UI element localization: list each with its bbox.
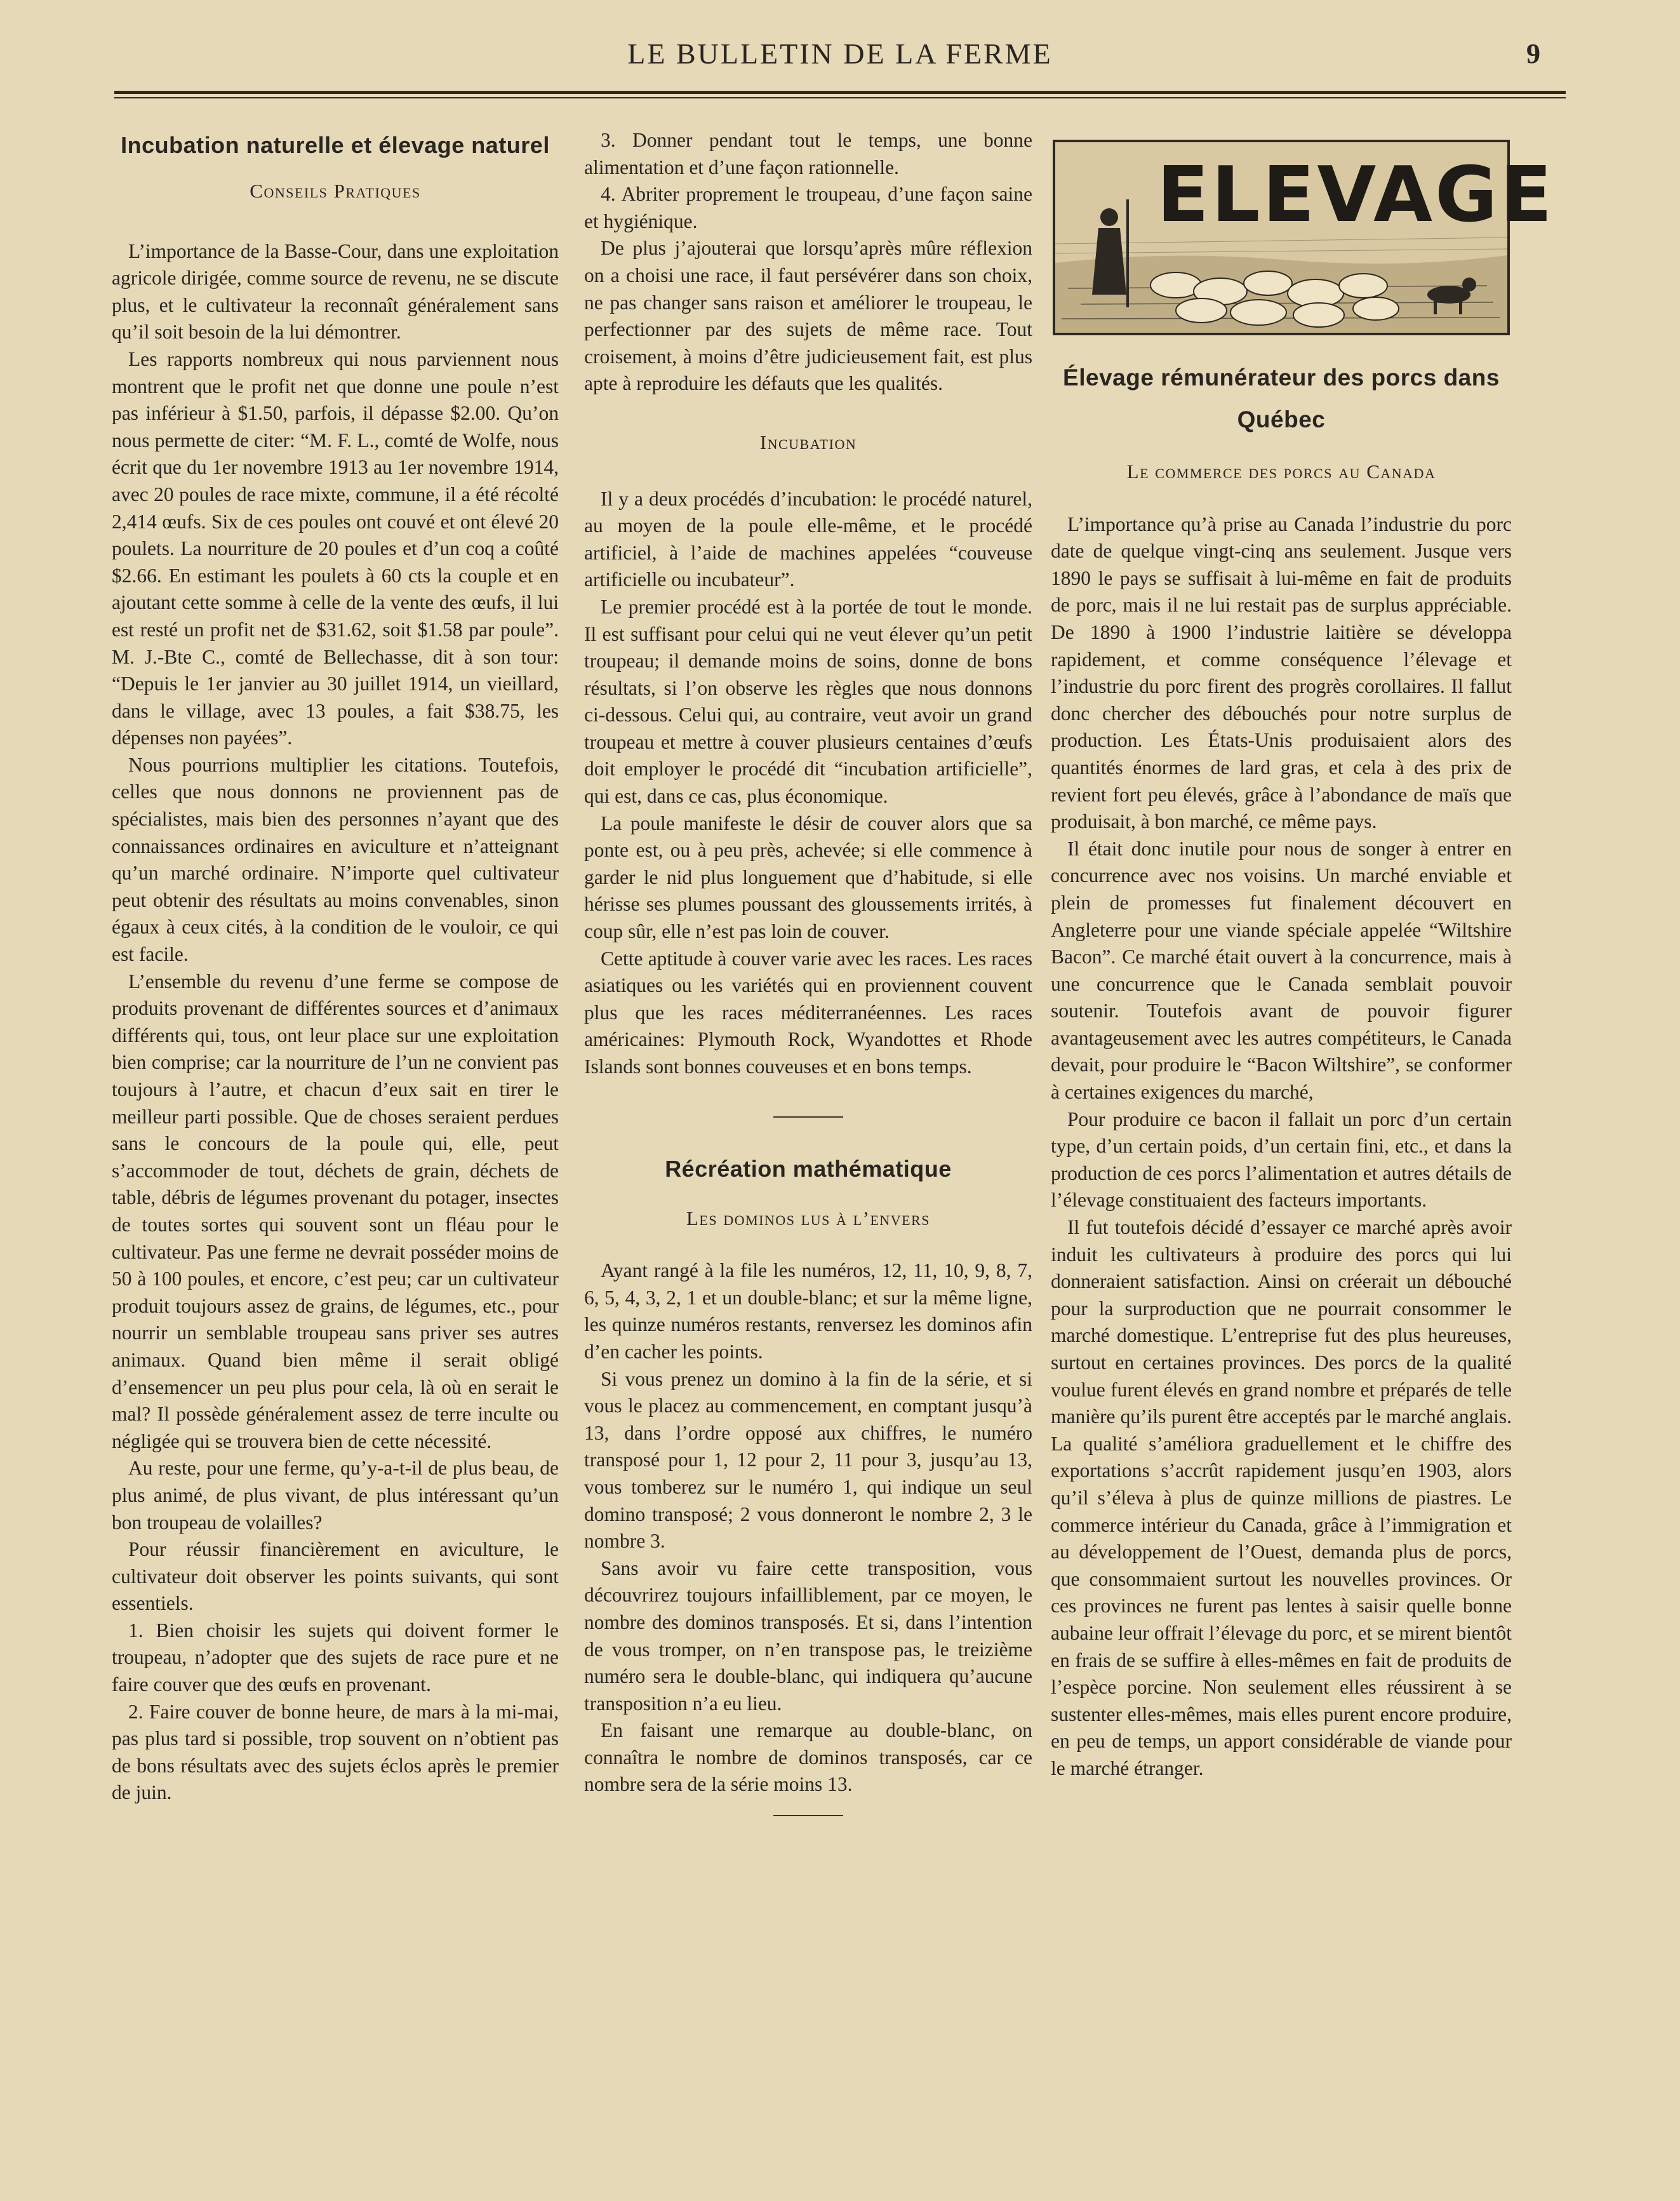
paragraph: Sans avoir vu faire cette transposition, vous découvrirez toujours infailliblement, par ce moyen, le nombre des dominos transposés. Et si, dans l’intention de vous tromper, on n’en transpose pas, le treizième numéro sera le double-blanc, qui indiquera qu’aucune transposition n’a eu lieu. <box>584 1556 1032 1715</box>
banner-wordmark: ELEVAGE <box>1157 151 1555 239</box>
paragraph: Pour réussir financièrement en aviculture, le cultivateur doit observer les points suivants, qui sont essentiels. <box>112 1538 559 1615</box>
paragraph: Les rapports nombreux qui nous parviennent nous montrent que le profit net que donne une poule n’est pas inférieur à $1.50, parfois, il dépasse $2.00. Qu’on nous permette de citer: “M. F. L., comté de Wolfe, nous écrit que du 1er novembre 1913 au 1er novembre 1914, avec 20 poules de race mixte, commune, il a été récolté 2,414 œufs. Six de ces poules ont couvé et ont élevé 20 poulets. La nourriture de 20 poules et d’un coq a coûté $2.66. En estimant les poulets à 60 cts la couple et en ajoutant cette somme à celle de la vente des œufs, il lui est resté un profit net de $31.62, soit $1.58 par poule”. M. J.-Bte C., comté de Bellechasse, dit à son tour: “Depuis le 1er janvier au 30 juillet 1914, un vieillard, dans le village, avec 13 poules, a fait $38.75, les dépenses non payées”. <box>112 347 559 749</box>
paragraph: Si vous prenez un domino à la fin de la série, et si vous le placez au commencement, en comptant jusqu’à 13, dans l’ordre opposé aux chiffres, le numéro transposé pour 1, 12 pour 2, 11 pour 3, jusqu’au 13, vous tomberez sur le numéro 1, qui indique un seul domino transposé; 2 vous donneront le nombre 2, 3 le nombre 3. <box>584 1367 1032 1553</box>
paragraph: Il y a deux procédés d’incubation: le procédé naturel, au moyen de la poule elle-même, et le procédé artificiel, à l’aide de machines appelées “couveuse artificielle ou incubateur”. <box>584 487 1032 591</box>
paragraph: Le premier procédé est à la portée de tout le monde. Il est suffisant pour celui qui ne veut élever qu’un petit troupeau; il demande moins de soins, donne de bons résultats, si l’on observe les règles que nous donnons ci-dessous. Celui qui, au contraire, veut avoir un grand troupeau et mettre à couver plusieurs centaines d’œufs doit employer le procédé dit “incubation artificielle”, qui est, dans ce cas, plus économique. <box>584 595 1032 808</box>
paragraph: Ayant rangé à la file les numéros, 12, 11, 10, 9, 8, 7, 6, 5, 4, 3, 2, 1 et un double-blanc; et sur la même ligne, les quinze numéros restants, renversez les dominos afin d’en cacher les points. <box>584 1259 1032 1363</box>
paragraph: Cette aptitude à couver varie avec les races. Les races asiatiques ou les variétés qui en proviennent couvent plus que les races méditerranéennes. Les races américaines: Plymouth Rock, Wyandottes et Rhode Islands sont bonnes couveuses et en bons temps. <box>584 947 1032 1078</box>
paragraph: Il était donc inutile pour nous de songer à entrer en concurrence avec nos voisins. Un marché enviable et plein de promesses fut finalement découvert en Angleterre pour une viande spéciale appelée “Wiltshire Bacon”. Ce marché était ouvert à la concurrence, mais à une concurrence que le Canada semblait pouvoir soutenir. Toutefois avant de pouvoir figurer avantageusement avec les autres compétiteurs, le Canada devait, pour produire le “Bacon Wiltshire”, se conformer à certaines exigences du marché, <box>1051 837 1512 1104</box>
column-2 <box>584 127 1032 1816</box>
publication-title: LE BULLETIN DE LA FERME <box>627 37 1053 70</box>
running-head <box>114 32 1566 76</box>
article-subhead: Le commerce des porcs au Canada <box>1126 460 1436 483</box>
paragraph: De plus j’ajouterai que lorsqu’après mûre réflexion on a choisi une race, il faut persévérer dans son choix, ne pas changer sans raison et améliorer le troupeau, le perfectionner par des sujets de même race. Tout croisement, à moins d’être judicieusement fait, est plus apte à reproduire les défauts que les qualités. <box>584 237 1032 395</box>
elevage-banner-illustration <box>1053 140 1555 335</box>
article-headline: Élevage rémunérateur des porcs dans Québec <box>1063 365 1500 432</box>
end-divider <box>773 1815 843 1816</box>
paragraph: L’importance de la Basse-Cour, dans une exploitation agricole dirigée, comme source de revenu, ne se discute plus, et le cultivateur la reconnaît généralement sans qu’il soit besoin de la lui démontrer. <box>112 239 559 344</box>
header-rule-thin <box>114 97 1566 98</box>
paragraph: L’ensemble du revenu d’une ferme se compose de produits provenant de différentes sources et d’animaux différents qui, tous, ont leur place sur une exploitation bien comprise; car la nourriture de l’un ne convient pas toujours à l’autre, et chacun d’eux sait en tirer le meilleur parti possible. Que de choses seraient perdues sans le concours de la poule qui, elle, peut s’accommoder de tout, déchets de grain, déchets de table, débris de légumes provenant du potager, insectes de toutes sortes qui souvent sont un fléau pour le cultivateur. Pas une ferme ne devrait posséder moins de 50 à 100 poules, et encore, c’est peu; car un cultivateur produit toujours assez de grains, de légumes, etc., pour nourrir un semblable troupeau sans priver ses autres animaux. Quand bien même il serait obligé d’ensemencer un peu plus pour cela, là où en serait le mal? Il possède généralement assez de terre inculte ou négligée qui se trouvera bien de cette nécessité. <box>112 970 559 1452</box>
article-subhead: Conseils Pratiques <box>250 180 421 202</box>
list-item: 3. Donner pendant tout le temps, une bonne alimentation et d’une façon rationnelle. <box>584 129 1032 178</box>
paragraph: En faisant une remarque au double-blanc, on connaîtra le nombre de dominos transposés, car ce nombre sera de la série moins 13. <box>584 1719 1032 1796</box>
list-item: 1. Bien choisir les sujets qui doivent former le troupeau, n’adopter que des sujets de race pure et ne faire couver que des œufs en provenant. <box>112 1619 559 1696</box>
article-headline: Incubation naturelle et élevage naturel <box>121 132 550 158</box>
paragraph: Il fut toutefois décidé d’essayer ce marché après avoir induit les cultivateurs à produire des porcs qui lui donneraient satisfaction. Ainsi on créerait un débouché pour la surproduction que ne pourrait consommer le marché domestique. L’entreprise fut des plus heureuses, surtout en certaines provinces. Des porcs de la qualité voulue furent élevés en grand nombre et préparés de telle manière qu’ils purent être acceptés par le marché anglais. La qualité s’améliora graduellement et le chiffre des exportations s’accrût rapidement jusqu’en 1903, alors qu’il s’éleva à plus de quinze millions de piastres. Le commerce intérieur du Canada, grâce à l’immigration et au développement de l’Ouest, demanda plus de porcs, que consommaient surtout les nouvelles provinces. Or ces provinces ne furent pas lentes à saisir quelle bonne aubaine leur offrait l’élevage du porc, et se mirent bientôt en frais de se suffire à elles-mêmes en fait de produits de l’espèce porcine. Non seulement elles réussirent à se sustenter elles-mêmes, mais elles purent encore produire, en peu de temps, un apport considérable de viande pour le marché étranger. <box>1051 1216 1512 1779</box>
paragraph: Pour produire ce bacon il fallait un porc d’un certain type, d’un certain poids, d’un certain fini, etc., et dans la production de ces porcs l’alimentation et autres détails de l’élevage constituaient des facteurs importants. <box>1051 1107 1512 1212</box>
column-1 <box>112 127 559 1807</box>
list-item: 2. Faire couver de bonne heure, de mars à la mi-mai, pas plus tard si possible, trop souvent on n’obtient pas de bons résultats avec des sujets éclos après le premier de juin. <box>112 1700 559 1804</box>
section-divider <box>773 1116 843 1118</box>
paragraph: La poule manifeste le désir de couver alors que sa ponte est, ou à peu près, achevée; si elle commence à garder le nid plus longuement que d’habitude, si elle hérisse ses plumes poussant des gloussements irrités, à coup sûr, elle n’est pas loin de couver. <box>584 812 1032 943</box>
section-heading-incubation: Incubation <box>759 431 857 453</box>
header-rule-thick <box>114 91 1566 94</box>
paragraph: Nous pourrions multiplier les citations. Toutefois, celles que nous donnons ne proviennent pas de spécialistes, mais bien des personnes n’ayant que des connaissances ordinaires en aviculture et n’atteignant qu’un marché ordinaire. N’importe quel cultivateur peut obtenir des résultats au moins convenables, sinon égaux à ceux cités, à la condition de le vouloir, ce qui est facile. <box>112 753 559 966</box>
paragraph: L’importance qu’à prise au Canada l’industrie du porc date de quelque vingt-cinq ans seulement. Jusque vers 1890 le pays se suffisait à lui-même en fait de produits de porc, mais il ne lui restait pas de surplus appréciable. De 1890 à 1900 l’industrie laitière se développa rapidement, et comme conséquence l’élevage et l’industrie du porc firent des progrès corollaires. Il fallut donc chercher des débouchés pour notre surplus de production. Les États-Unis produisaient alors des quantités énormes de lard gras, et cela à des prix de revient fort peu élevés, grâce à l’abondance de maïs que produisait, à bon marché, ce même pays. <box>1051 512 1512 833</box>
list-item: 4. Abriter proprement le troupeau, d’une façon saine et hygiénique. <box>584 183 1032 232</box>
column-3 <box>1051 127 1555 1783</box>
article-headline: Récréation mathématique <box>665 1155 952 1182</box>
article-subhead: Les dominos lus à l’envers <box>686 1207 931 1229</box>
paragraph: Au reste, pour une ferme, qu’y-a-t-il de plus beau, de plus animé, de plus vivant, de plus intéressant qu’un bon troupeau de volailles? <box>112 1457 559 1534</box>
page-number: 9 <box>1526 38 1540 69</box>
